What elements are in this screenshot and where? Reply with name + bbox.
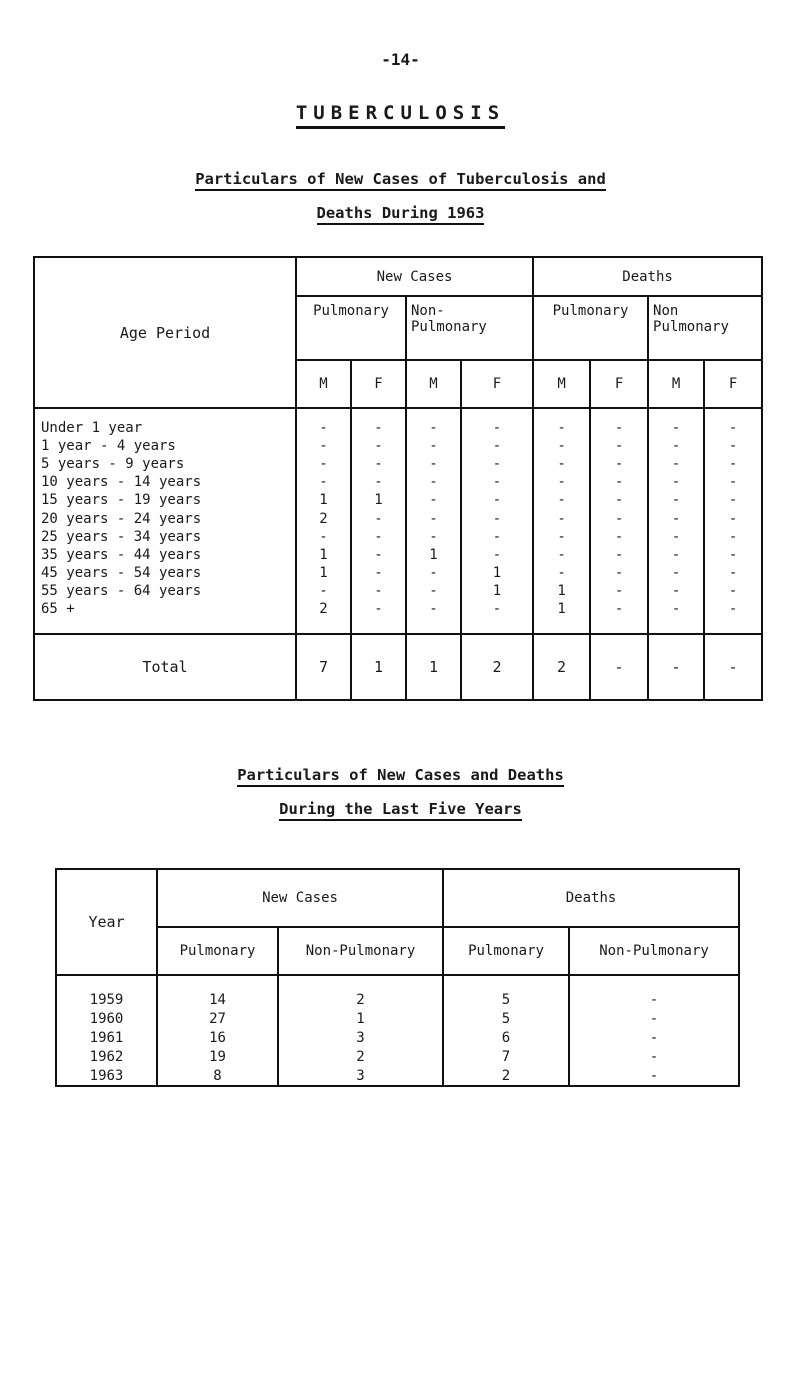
table-cell: - [590,546,648,564]
col-f: F [351,360,406,408]
deaths-pulmonary-header: Pulmonary [533,296,648,360]
table-row [56,1009,739,1028]
col-deaths-pulmonary: Pulmonary [443,927,569,975]
age-period-rows [34,408,762,634]
age-label: 20 years - 24 years [34,510,296,528]
table-cell: - [351,583,406,601]
table-cell: - [406,455,461,473]
table-cell: - [461,455,533,473]
table-row [34,510,762,528]
table-cell: 2 [278,1047,443,1066]
table-cell: - [533,437,590,455]
table-cell: - [406,492,461,510]
table-cell: - [296,408,351,437]
year-cell: 1960 [56,1009,157,1028]
table-cell: - [590,437,648,455]
table-cell: 2 [296,601,351,634]
table-cell: - [569,1047,739,1066]
table-cell: - [704,601,762,634]
table-cell: 1 [296,565,351,583]
table-cell: - [704,492,762,510]
table-cell: - [704,510,762,528]
total-cell: 2 [533,634,590,700]
table-cell: - [533,510,590,528]
table-row [34,583,762,601]
age-label: 15 years - 19 years [34,492,296,510]
table-cell: - [704,474,762,492]
table-cell: - [533,528,590,546]
table-cell: - [461,492,533,510]
col-m: M [406,360,461,408]
total-label: Total [34,634,296,700]
table-cell: 1 [278,1009,443,1028]
table-cell: - [648,546,704,564]
total-cell: 7 [296,634,351,700]
table-cell: - [590,474,648,492]
table-cell: - [704,583,762,601]
table-row [56,1028,739,1047]
table-cell: 1 [296,546,351,564]
table-cell: - [461,474,533,492]
section2-title-line-1-text: Particulars of New Cases and Deaths [237,766,564,787]
table-cell: - [296,528,351,546]
table-cell: - [351,546,406,564]
age-label: 1 year - 4 years [34,437,296,455]
table-cell: - [704,408,762,437]
table-cell: 3 [278,1028,443,1047]
table-cell: - [569,1028,739,1047]
col-m: M [533,360,590,408]
table-row [34,601,762,634]
age-label: 55 years - 64 years [34,583,296,601]
table-cell: - [533,455,590,473]
section2-title-line-2-text: During the Last Five Years [279,800,522,821]
table-cell: - [648,510,704,528]
table-cell: - [590,583,648,601]
table-cell: - [533,474,590,492]
year-header: Year [56,869,157,975]
table-cell: - [704,565,762,583]
table-cell: - [406,474,461,492]
new-cases-header: New Cases [157,869,443,927]
table-row [34,437,762,455]
age-label: 10 years - 14 years [34,474,296,492]
table-cell: - [590,455,648,473]
deaths-header: Deaths [443,869,739,927]
col-m: M [648,360,704,408]
section2-title-line-1 [0,766,801,784]
subtitle-line-2 [0,204,801,222]
table-cell: - [590,408,648,437]
table-row [34,455,762,473]
col-f: F [461,360,533,408]
table-cell: 14 [157,975,278,1009]
page-title-text: TUBERCULOSIS [296,102,505,129]
col-new-non-pulmonary: Non-Pulmonary [278,927,443,975]
table-cell: 3 [278,1066,443,1086]
table-cell: - [569,1066,739,1086]
table-cell: - [648,492,704,510]
table-cell: - [704,546,762,564]
five-year-table [55,868,740,1087]
new-pulmonary-header: Pulmonary [296,296,406,360]
table-cell: 1 [461,565,533,583]
total-cell: 1 [351,634,406,700]
table-cell: - [461,546,533,564]
table-cell: - [406,408,461,437]
page-number: -14- [381,50,420,69]
table-cell: - [351,437,406,455]
table-cell: 1 [533,583,590,601]
section2-title-line-2 [0,800,801,818]
col-m: M [296,360,351,408]
table-cell: 1 [351,492,406,510]
col-f: F [590,360,648,408]
table-cell: - [648,583,704,601]
table-cell: - [569,1009,739,1028]
table-cell: - [704,437,762,455]
age-label: 35 years - 44 years [34,546,296,564]
table-cell: - [461,408,533,437]
new-non-pulmonary-header: Non- Pulmonary [406,296,533,360]
age-label: 5 years - 9 years [34,455,296,473]
table-cell: 1 [461,583,533,601]
table-cell: - [590,510,648,528]
table-cell: - [648,474,704,492]
age-label: 25 years - 34 years [34,528,296,546]
total-cell: 2 [461,634,533,700]
total-cell: - [590,634,648,700]
table-cell: - [406,583,461,601]
table-cell: - [533,492,590,510]
table-cell: 2 [278,975,443,1009]
age-label: Under 1 year [34,408,296,437]
table-cell: - [590,601,648,634]
table-cell: 1 [296,492,351,510]
table-cell: 5 [443,975,569,1009]
table-cell: - [648,565,704,583]
total-cell: - [704,634,762,700]
table-cell: - [406,528,461,546]
year-cell: 1959 [56,975,157,1009]
table-cell: - [351,510,406,528]
table-cell: - [590,565,648,583]
table-cell: - [704,455,762,473]
table-cell: - [533,408,590,437]
table-row [34,492,762,510]
subtitle-line-1-text: Particulars of New Cases of Tuberculosis and [195,170,606,191]
table-cell: - [296,583,351,601]
table-cell: - [648,437,704,455]
new-cases-header: New Cases [296,257,533,296]
table-cell: 27 [157,1009,278,1028]
col-new-pulmonary: Pulmonary [157,927,278,975]
table-cell: - [569,975,739,1009]
table-cell: - [351,474,406,492]
table-cell: - [406,510,461,528]
age-label: 45 years - 54 years [34,565,296,583]
deaths-non-pulmonary-header: Non Pulmonary [648,296,762,360]
table-cell: - [296,437,351,455]
table-row [34,565,762,583]
table-cell: - [533,546,590,564]
age-period-header: Age Period [34,257,296,408]
table-cell: - [406,601,461,634]
table-cell: - [704,528,762,546]
table-cell: 5 [443,1009,569,1028]
table-cell: - [648,601,704,634]
table-cell: 8 [157,1066,278,1086]
col-deaths-non-pulmonary: Non-Pulmonary [569,927,739,975]
table-row [34,528,762,546]
table-cell: - [590,528,648,546]
age-period-table [33,256,763,701]
table-cell: - [648,455,704,473]
table-cell: - [296,455,351,473]
table-cell: 1 [533,601,590,634]
table-cell: - [406,437,461,455]
subtitle-line-2-text: Deaths During 1963 [317,204,485,225]
table-cell: - [648,528,704,546]
table-cell: 19 [157,1047,278,1066]
total-cell: - [648,634,704,700]
page-title [0,102,801,124]
table-row [34,408,762,437]
age-label: 65 + [34,601,296,634]
year-cell: 1961 [56,1028,157,1047]
table-cell: 6 [443,1028,569,1047]
table-cell: - [351,408,406,437]
col-f: F [704,360,762,408]
table-cell: - [351,528,406,546]
table-cell: - [590,492,648,510]
table-row [56,1047,739,1066]
table-cell: - [296,474,351,492]
table-cell: - [461,601,533,634]
table-cell: 2 [443,1066,569,1086]
table-row [56,975,739,1009]
table-cell: - [351,565,406,583]
table-cell: - [461,528,533,546]
table-row [34,546,762,564]
table-cell: 7 [443,1047,569,1066]
table-cell: 2 [296,510,351,528]
five-year-rows [56,975,739,1086]
deaths-header: Deaths [533,257,762,296]
table-cell: - [351,601,406,634]
table-cell: 1 [406,546,461,564]
table-cell: - [648,408,704,437]
table-cell: - [533,565,590,583]
year-cell: 1962 [56,1047,157,1066]
table-row [56,1066,739,1086]
table-cell: - [461,437,533,455]
subtitle-line-1 [0,170,801,188]
table-cell: - [351,455,406,473]
table-cell: - [461,510,533,528]
table-row [34,474,762,492]
table-cell: - [406,565,461,583]
year-cell: 1963 [56,1066,157,1086]
total-cell: 1 [406,634,461,700]
table-cell: 16 [157,1028,278,1047]
